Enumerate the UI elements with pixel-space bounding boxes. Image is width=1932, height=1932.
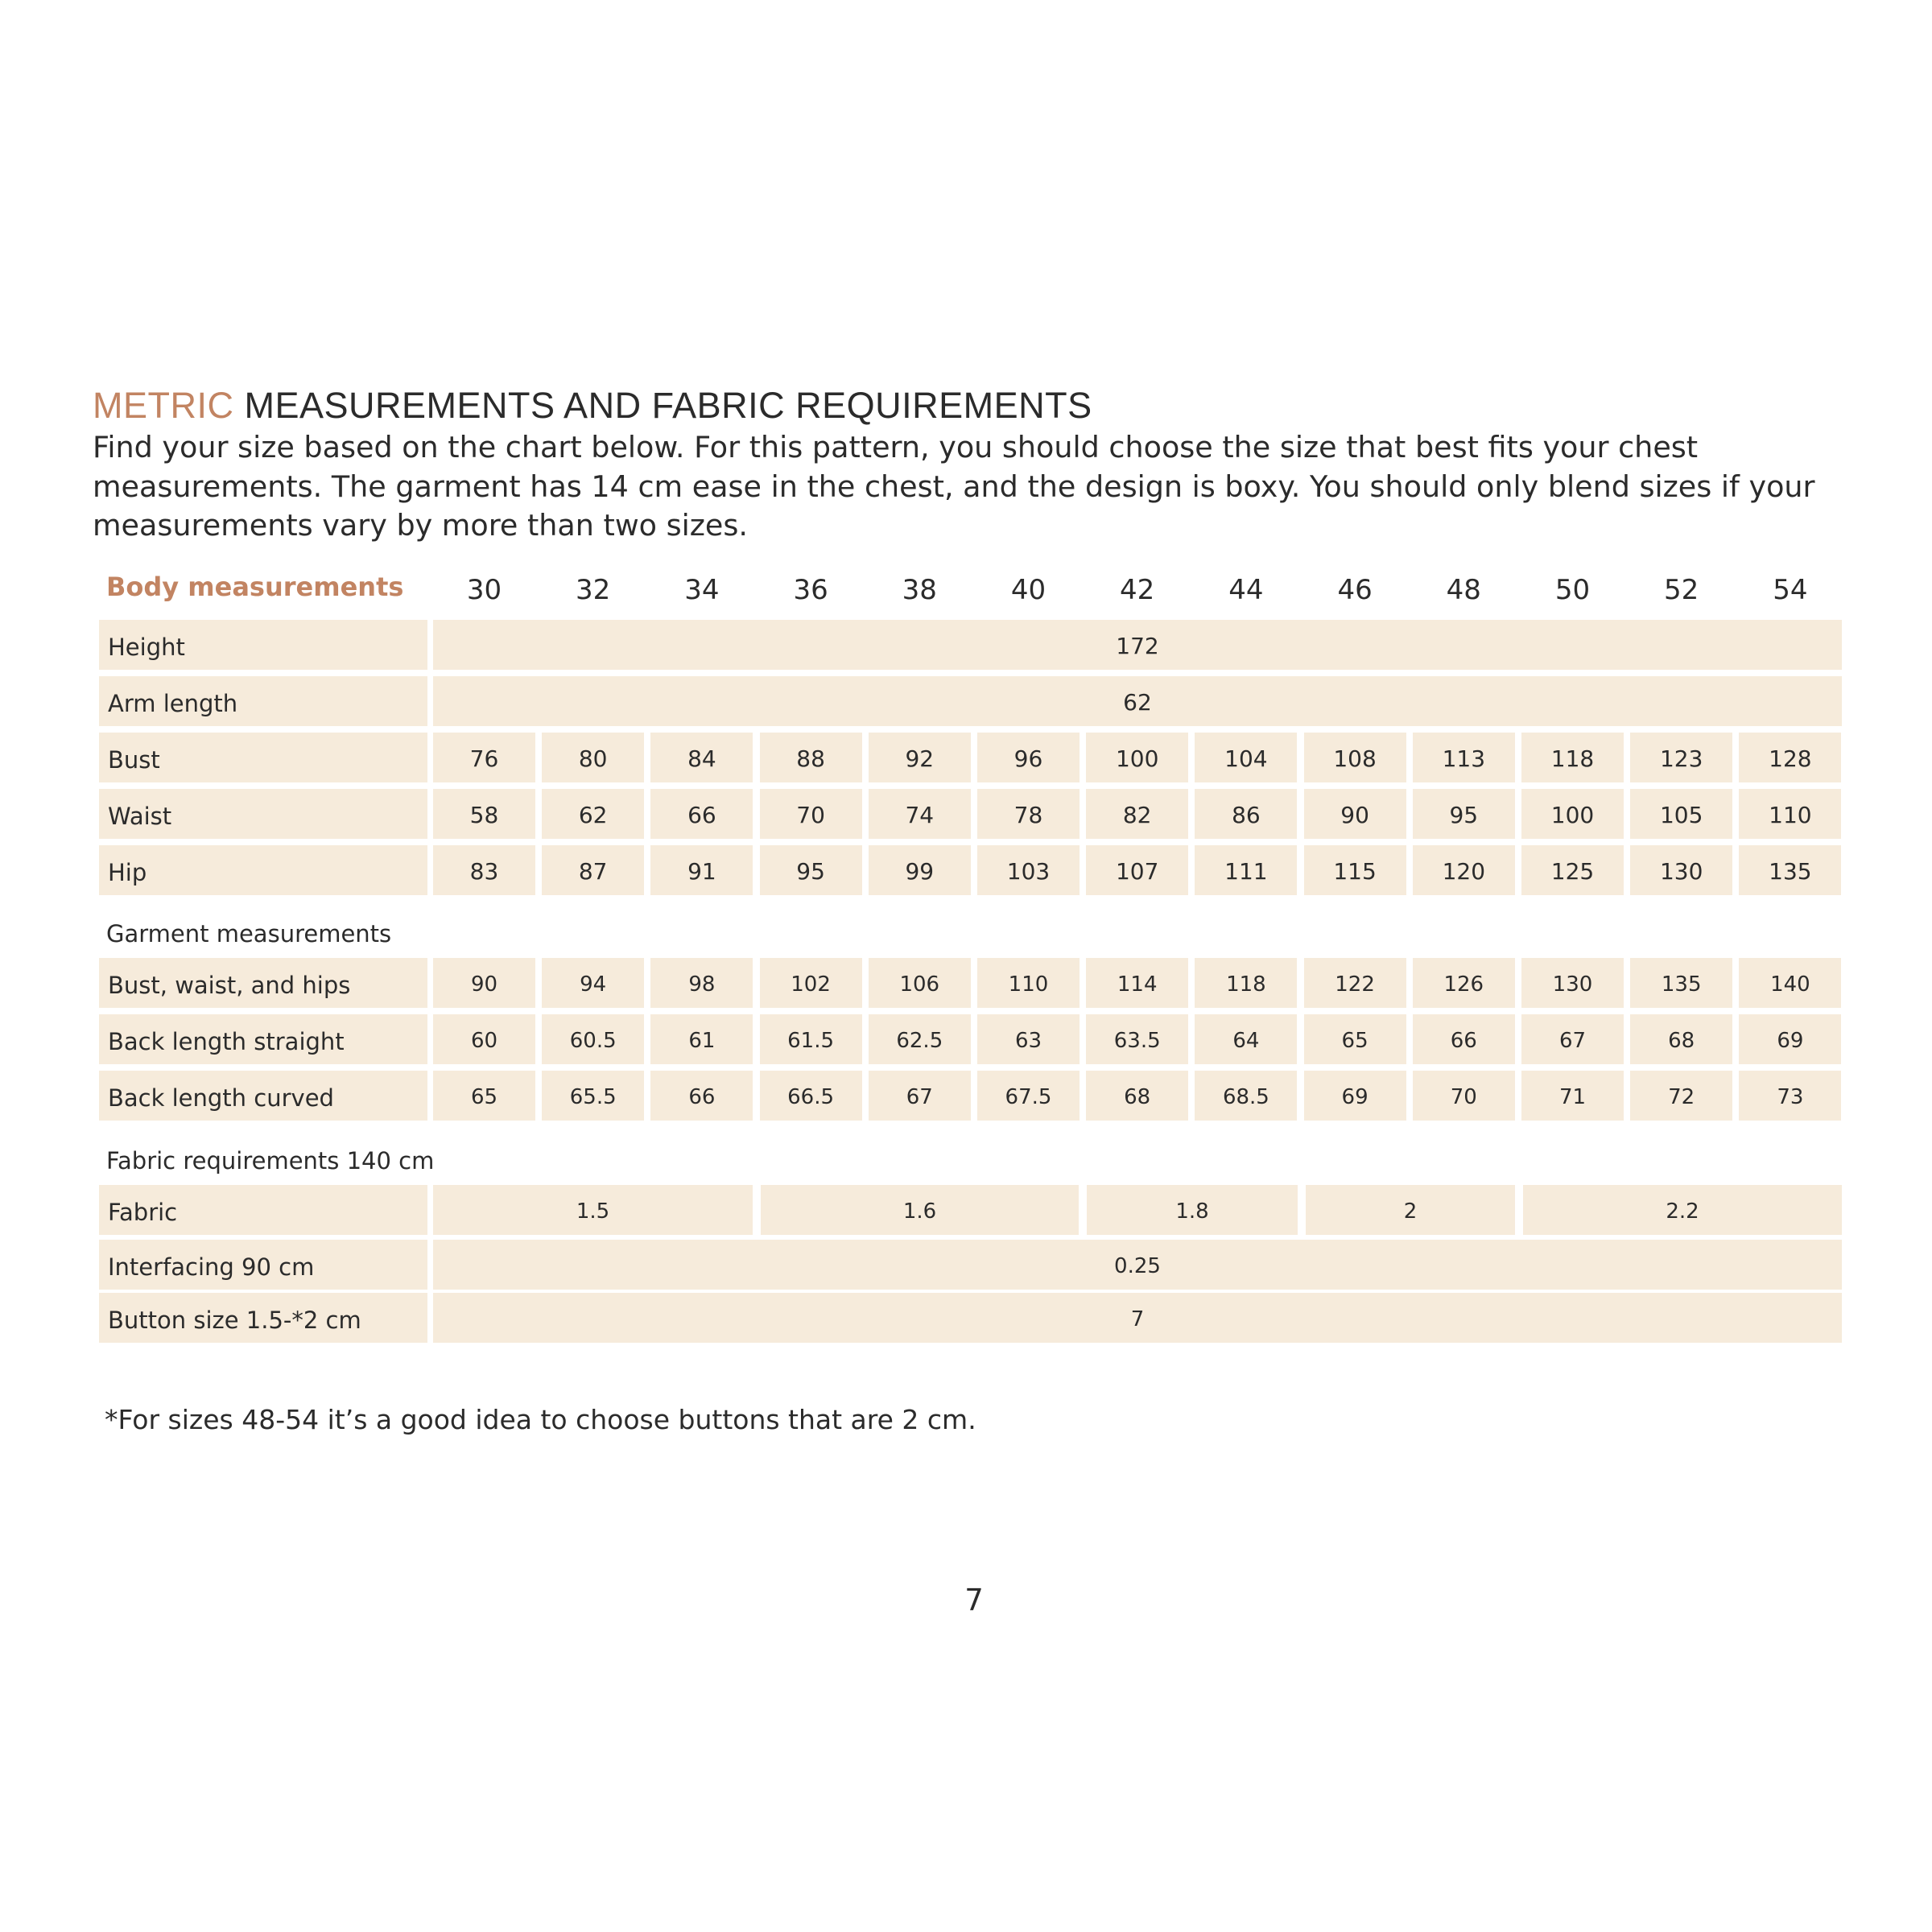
row-label-fabric: Fabric (99, 1185, 427, 1235)
value-cell: 82 (1086, 789, 1188, 839)
value-cell: 64 (1195, 1014, 1297, 1064)
value-cell: 69 (1304, 1071, 1406, 1121)
value-cell: 67 (869, 1071, 971, 1121)
value-cell: 66 (1413, 1014, 1515, 1064)
value-cell: 110 (1739, 789, 1841, 839)
value-cell: 125 (1521, 845, 1624, 895)
value-cell: 118 (1195, 958, 1297, 1008)
value-cell: 66 (650, 789, 753, 839)
fabric-group-cell: 1.8 (1087, 1185, 1298, 1235)
merged-value-cell: 7 (433, 1293, 1842, 1343)
value-cell: 96 (977, 733, 1080, 782)
size-header: 40 (1010, 574, 1046, 606)
value-cell: 63.5 (1086, 1014, 1188, 1064)
footnote: *For sizes 48-54 it’s a good idea to choose buttons that are 2 cm. (105, 1404, 976, 1435)
merged-value-cell: 172 (433, 620, 1842, 670)
value-cell: 130 (1521, 958, 1624, 1008)
row-label-hip: Hip (99, 845, 427, 895)
intro-paragraph (93, 428, 1864, 546)
value-cell: 88 (760, 733, 862, 782)
value-cell: 70 (1413, 1071, 1515, 1121)
fabric-group-cell: 1.6 (761, 1185, 1079, 1235)
value-cell: 122 (1304, 958, 1406, 1008)
size-header: 34 (684, 574, 720, 606)
size-header: 50 (1554, 574, 1591, 606)
value-cell: 94 (542, 958, 644, 1008)
size-header: 46 (1337, 574, 1373, 606)
value-cell: 108 (1304, 733, 1406, 782)
size-header: 30 (466, 574, 502, 606)
row-label-arm-length: Arm length (99, 676, 427, 726)
page-number: 7 (964, 1583, 984, 1617)
value-cell: 128 (1739, 733, 1841, 782)
value-cell: 86 (1195, 789, 1297, 839)
value-cell: 123 (1630, 733, 1732, 782)
size-header: 52 (1664, 574, 1699, 606)
value-cell: 114 (1086, 958, 1188, 1008)
size-header: 44 (1228, 574, 1264, 606)
value-cell: 118 (1521, 733, 1624, 782)
body-measurements-header: Body measurements (106, 572, 404, 602)
value-cell: 61 (650, 1014, 753, 1064)
value-cell: 98 (650, 958, 753, 1008)
value-cell: 105 (1630, 789, 1732, 839)
value-cell: 126 (1413, 958, 1515, 1008)
value-cell: 72 (1630, 1071, 1732, 1121)
value-cell: 115 (1304, 845, 1406, 895)
value-cell: 60.5 (542, 1014, 644, 1064)
value-cell: 73 (1739, 1071, 1841, 1121)
value-cell: 65 (1304, 1014, 1406, 1064)
size-header: 42 (1120, 574, 1155, 606)
value-cell: 68 (1630, 1014, 1732, 1064)
value-cell: 65.5 (542, 1071, 644, 1121)
row-label-waist: Waist (99, 789, 427, 839)
page-title (93, 385, 1092, 427)
size-header: 48 (1446, 574, 1481, 606)
row-label-height: Height (99, 620, 427, 670)
value-cell: 113 (1413, 733, 1515, 782)
fabric-group-cell: 1.5 (433, 1185, 753, 1235)
merged-value-cell: 62 (433, 676, 1842, 726)
value-cell: 99 (869, 845, 971, 895)
value-cell: 100 (1086, 733, 1188, 782)
value-cell: 130 (1630, 845, 1732, 895)
title-rest: MEASUREMENTS AND FABRIC REQUIREMENTS (233, 385, 1092, 426)
intro-line: Find your size based on the chart below. For this pattern, you should choose the size that best fits your chest (93, 430, 1699, 464)
value-cell: 91 (650, 845, 753, 895)
fabric-group-cell: 2 (1306, 1185, 1515, 1235)
value-cell: 67 (1521, 1014, 1624, 1064)
fabric-requirements-header: Fabric requirements 140 cm (106, 1147, 435, 1174)
size-header: 36 (793, 574, 828, 606)
value-cell: 90 (433, 958, 535, 1008)
value-cell: 135 (1630, 958, 1732, 1008)
row-label-back-length-curved: Back length curved (99, 1071, 427, 1121)
value-cell: 111 (1195, 845, 1297, 895)
value-cell: 95 (760, 845, 862, 895)
value-cell: 100 (1521, 789, 1624, 839)
merged-value-cell: 0.25 (433, 1240, 1842, 1290)
value-cell: 61.5 (760, 1014, 862, 1064)
value-cell: 140 (1739, 958, 1841, 1008)
value-cell: 95 (1413, 789, 1515, 839)
row-label-interfacing: Interfacing 90 cm (99, 1240, 427, 1290)
value-cell: 78 (977, 789, 1080, 839)
value-cell: 90 (1304, 789, 1406, 839)
value-cell: 102 (760, 958, 862, 1008)
row-label-button-size: Button size 1.5-*2 cm (99, 1293, 427, 1343)
value-cell: 67.5 (977, 1071, 1080, 1121)
value-cell: 135 (1739, 845, 1841, 895)
row-label-back-length-straight: Back length straight (99, 1014, 427, 1064)
value-cell: 69 (1739, 1014, 1841, 1064)
value-cell: 62 (542, 789, 644, 839)
value-cell: 87 (542, 845, 644, 895)
row-label-bust: Bust (99, 733, 427, 782)
value-cell: 106 (869, 958, 971, 1008)
value-cell: 103 (977, 845, 1080, 895)
value-cell: 62.5 (869, 1014, 971, 1064)
value-cell: 84 (650, 733, 753, 782)
garment-measurements-header: Garment measurements (106, 920, 392, 947)
size-header: 54 (1773, 574, 1808, 606)
value-cell: 63 (977, 1014, 1080, 1064)
value-cell: 104 (1195, 733, 1297, 782)
value-cell: 65 (433, 1071, 535, 1121)
value-cell: 110 (977, 958, 1080, 1008)
intro-line: measurements. The garment has 14 cm ease in the chest, and the design is boxy. You should only blend sizes if your (93, 469, 1815, 504)
size-header: 38 (902, 574, 937, 606)
value-cell: 66 (650, 1071, 753, 1121)
value-cell: 92 (869, 733, 971, 782)
value-cell: 80 (542, 733, 644, 782)
size-header: 32 (576, 574, 611, 606)
value-cell: 76 (433, 733, 535, 782)
value-cell: 70 (760, 789, 862, 839)
value-cell: 60 (433, 1014, 535, 1064)
value-cell: 68.5 (1195, 1071, 1297, 1121)
intro-line: measurements vary by more than two sizes. (93, 508, 748, 543)
value-cell: 66.5 (760, 1071, 862, 1121)
title-accent: METRIC (93, 385, 234, 426)
value-cell: 74 (869, 789, 971, 839)
value-cell: 68 (1086, 1071, 1188, 1121)
value-cell: 120 (1413, 845, 1515, 895)
value-cell: 71 (1521, 1071, 1624, 1121)
value-cell: 107 (1086, 845, 1188, 895)
value-cell: 83 (433, 845, 535, 895)
fabric-group-cell: 2.2 (1523, 1185, 1842, 1235)
value-cell: 58 (433, 789, 535, 839)
row-label-bust-waist-hips: Bust, waist, and hips (99, 958, 427, 1008)
